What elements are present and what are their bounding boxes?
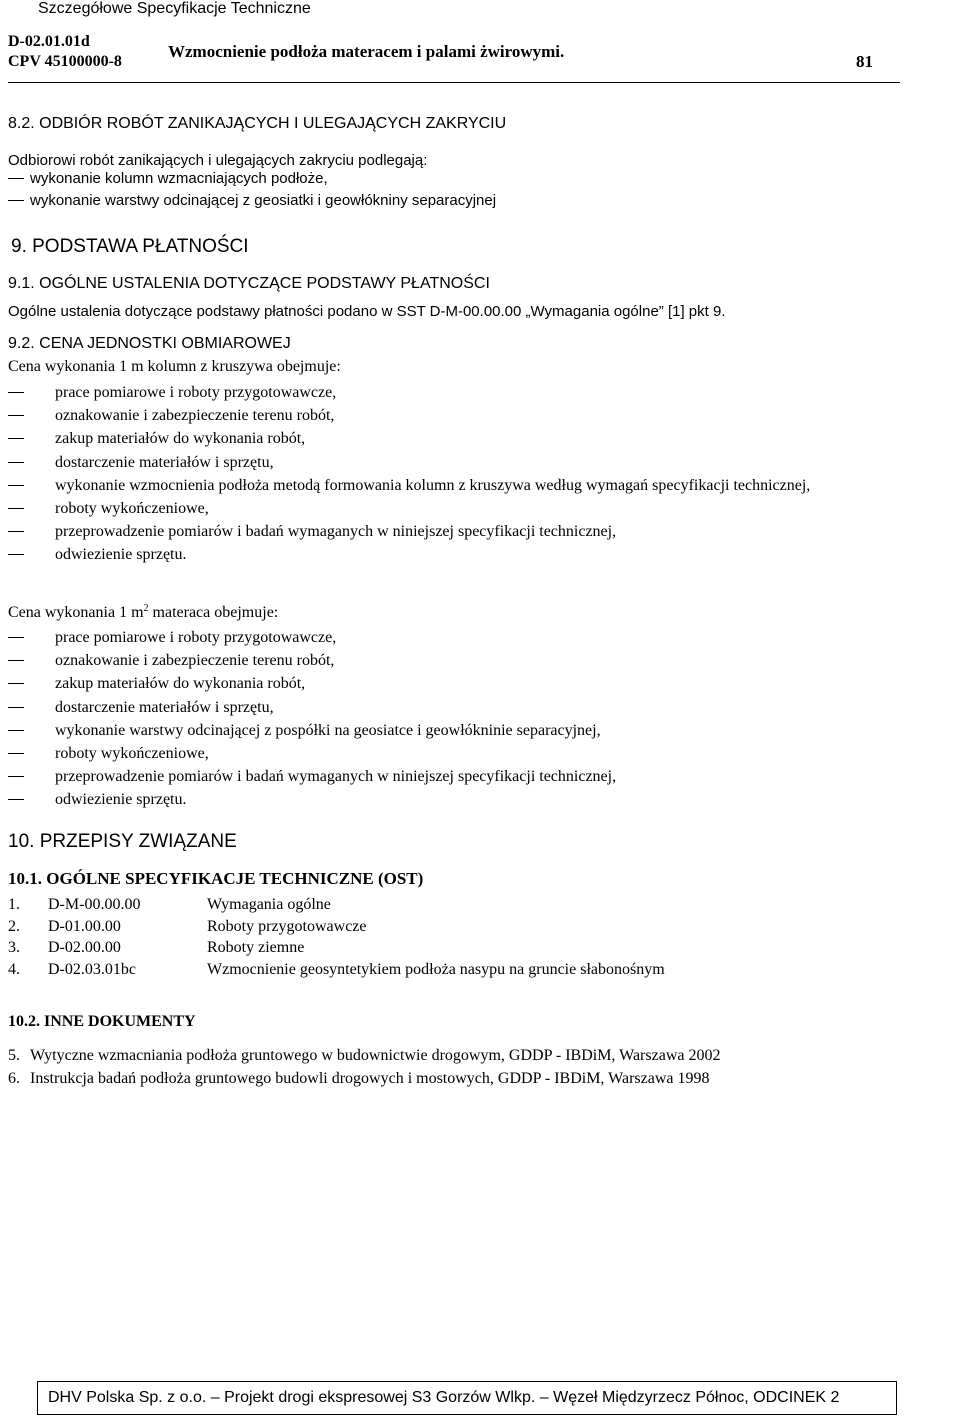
list-item: dostarczenie materiałów i sprzętu, bbox=[8, 451, 900, 474]
section-9-2-intro-mattress: Cena wykonania 1 $m^2$ materaca obejmuje: bbox=[8, 603, 279, 621]
dash-bullet bbox=[8, 531, 24, 532]
list-item: roboty wykończeniowe, bbox=[8, 742, 900, 765]
reference-row: 4. D-02.03.01bc Wzmocnienie geosyntetykiem podłoża nasypu na gruncie słabonośnym bbox=[8, 960, 665, 978]
section-9-1-text: Ogólne ustalenia dotyczące podstawy płatności podano w SST D-M-00.00.00 „Wymagania ogólne” [1] pkt 9. bbox=[8, 303, 726, 320]
list-item: wykonanie wzmocnienia podłoża metodą formowania kolumn z kruszywa według wymagań specyfikacji technicznej, bbox=[8, 474, 900, 497]
list-item: roboty wykończeniowe, bbox=[8, 497, 900, 520]
dash-bullet bbox=[8, 730, 24, 731]
list-item: przeprowadzenie pomiarów i badań wymaganych w niniejszej specyfikacji technicznej, bbox=[8, 765, 900, 788]
list-item: oznakowanie i zabezpieczenie terenu robót, bbox=[8, 404, 900, 427]
dash-bullet bbox=[8, 415, 24, 416]
cpv-code: CPV 45100000-8 bbox=[8, 53, 122, 70]
list-item: wykonanie warstwy odcinającej z geosiatki i geowłókniny separacyjnej bbox=[8, 190, 900, 212]
section-10-heading: 10. PRZEPISY ZWIĄZANE bbox=[8, 831, 237, 852]
list-item: odwiezienie sprzętu. bbox=[8, 788, 900, 811]
reference-row: 3. D-02.00.00 Roboty ziemne bbox=[8, 939, 305, 956]
ost-reference-list bbox=[8, 894, 728, 980]
dash-bullet bbox=[8, 554, 24, 555]
list-item: przeprowadzenie pomiarów i badań wymaganych w niniejszej specyfikacji technicznej, bbox=[8, 520, 900, 543]
page-number: 81 bbox=[856, 52, 873, 71]
dash-bullet bbox=[8, 438, 24, 439]
section-9-2-heading: 9.2. CENA JEDNOSTKI OBMIAROWEJ bbox=[8, 335, 291, 352]
spec-code bbox=[8, 32, 122, 72]
document-series-title: Szczegółowe Specyfikacje Techniczne bbox=[38, 0, 311, 17]
dash-bullet bbox=[8, 200, 24, 201]
page-footer: DHV Polska Sp. z o.o. – Projekt drogi ekspresowej S3 Gorzów Wlkp. – Węzeł Międzyrzecz Północ, ODCINEK 2 bbox=[37, 1381, 897, 1415]
dash-bullet bbox=[8, 508, 24, 509]
dash-bullet bbox=[8, 392, 24, 393]
dash-bullet bbox=[8, 753, 24, 754]
dash-bullet bbox=[8, 799, 24, 800]
dash-bullet bbox=[8, 683, 24, 684]
list-item: dostarczenie materiałów i sprzętu, bbox=[8, 696, 900, 719]
list-item: prace pomiarowe i roboty przygotowawcze, bbox=[8, 381, 900, 404]
section-9-1-heading: 9.1. OGÓLNE USTALENIA DOTYCZĄCE PODSTAWY PŁATNOŚCI bbox=[8, 275, 490, 292]
reference-row: 1. D-M-00.00.00 Wymagania ogólne bbox=[8, 896, 331, 913]
dash-bullet bbox=[8, 707, 24, 708]
section-8-2-heading: 8.2. ODBIÓR ROBÓT ZANIKAJĄCYCH I ULEGAJĄCYCH ZAKRYCIU bbox=[8, 115, 507, 132]
section-10-2-heading: 10.2. INNE DOKUMENTY bbox=[8, 1013, 196, 1030]
list-item: wykonanie kolumn wzmacniających podłoże, bbox=[8, 168, 900, 190]
dash-bullet bbox=[8, 660, 24, 661]
section-9-2-intro-columns: Cena wykonania 1 m kolumn z kruszywa obejmuje: bbox=[8, 358, 341, 375]
list-item: zakup materiałów do wykonania robót, bbox=[8, 427, 900, 450]
list-item: zakup materiałów do wykonania robót, bbox=[8, 672, 900, 695]
section-8-2-intro: Odbiorowi robót zanikających i ulegających zakryciu podlegają: bbox=[8, 152, 428, 169]
dash-bullet bbox=[8, 178, 24, 179]
spec-title: Wzmocnienie podłoża materacem i palami żwirowymi. bbox=[168, 42, 565, 61]
dash-bullet bbox=[8, 485, 24, 486]
list-item: wykonanie warstwy odcinającej z pospółki na geosiatce i geowłókninie separacyjnej, bbox=[8, 719, 900, 742]
list-item: oznakowanie i zabezpieczenie terenu robót, bbox=[8, 649, 900, 672]
section-10-1-heading: 10.1. OGÓLNE SPECYFIKACJE TECHNICZNE (OST) bbox=[8, 869, 424, 888]
header-rule bbox=[8, 82, 900, 83]
columns-cost-list bbox=[8, 381, 900, 566]
list-item: prace pomiarowe i roboty przygotowawcze, bbox=[8, 626, 900, 649]
dash-bullet bbox=[8, 637, 24, 638]
section-9-heading: 9. PODSTAWA PŁATNOŚCI bbox=[11, 236, 249, 257]
dash-bullet bbox=[8, 462, 24, 463]
reference-row: 2. D-01.00.00 Roboty przygotowawcze bbox=[8, 917, 367, 935]
spec-code-number: D-02.01.01d bbox=[8, 33, 90, 50]
mattress-cost-list bbox=[8, 626, 900, 812]
section-8-2-list bbox=[8, 168, 900, 212]
dash-bullet bbox=[8, 776, 24, 777]
list-item: odwiezienie sprzętu. bbox=[8, 543, 900, 566]
